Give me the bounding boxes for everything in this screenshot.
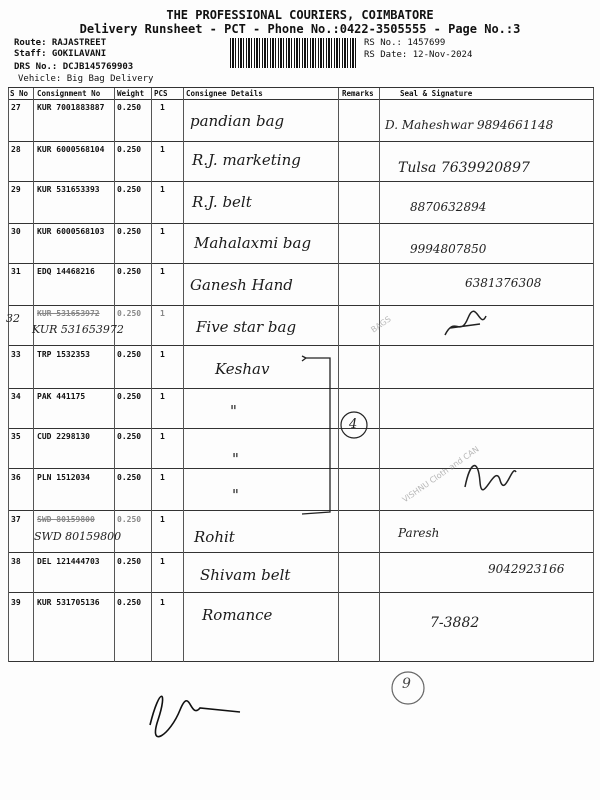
row-consignment: DEL 121444703 [37,557,100,566]
row-pcs: 1 [160,557,165,566]
row-seal: 6381376308 [465,276,542,290]
col-line [183,88,184,662]
row-pcs: 1 [160,103,165,112]
col-header-weight: Weight [117,89,145,98]
row-seal: Paresh [398,526,440,540]
row-pcs: 1 [160,598,165,607]
runsheet-title: Delivery Runsheet - PCT - Phone No.:0422-3505555 - Page No.:3 [79,22,521,36]
staff-label: Staff: GOKILAVANI [14,49,107,59]
row-weight: 0.250 [117,145,142,154]
row-weight: 0.250 [117,392,142,401]
row-pcs: 1 [160,145,165,154]
row-sno: 29 [11,185,21,194]
drs-label: DRS No.: DCJB145769903 [14,62,134,72]
row-pcs: 1 [160,350,165,359]
row-weight: 0.250 [117,598,142,607]
row-pcs: 1 [160,515,165,524]
row-weight: 0.250 [117,432,142,441]
row-consignment: EDQ 14468216 [37,267,95,276]
signature-row32 [440,310,490,340]
row-pcs: 1 [160,227,165,236]
row-consignee: Rohit [194,528,235,546]
row-consignment: KUR 6000568103 [37,227,105,236]
vehicle-label: Vehicle: Big Bag Delivery [18,74,154,84]
row-weight: 0.250 [117,515,142,524]
row-consignee: Keshav [215,360,270,378]
row-consignment: KUR 531653393 [37,185,100,194]
row-sno: 31 [11,267,21,276]
row-consignment: KUR 7001883887 [37,103,105,112]
page-circle-number: 9 [402,676,411,692]
col-header-sno: S No [10,89,29,98]
row-consignee: Shivam belt [200,566,291,584]
row-consignee: " [232,486,239,504]
row-seal: 8870632894 [410,200,487,214]
row-consignment-struck: KUR 531653972 [37,309,100,318]
row-rule [8,141,594,142]
route-label: Route: RAJASTREET [14,38,107,48]
row-seal: 7-3882 [430,615,480,631]
bracket-group-mark [300,352,380,517]
row-consignment: CUD 2298130 [37,432,90,441]
row-pcs: 1 [160,392,165,401]
row-sno-handwritten: 32 [6,312,20,325]
table-top-rule [8,87,594,88]
row-weight: 0.250 [117,557,142,566]
row-sno: 38 [11,557,21,566]
row-rule [8,592,594,593]
row-sno: 33 [11,350,21,359]
row-pcs: 1 [160,185,165,194]
row-sno: 34 [11,392,21,401]
col-header-seal: Seal & Signature [400,89,473,98]
row-consignee: pandian bag [190,112,285,130]
row-consignee: Mahalaxmi bag [194,234,312,252]
col-line [8,88,9,662]
row-seal: Tulsa 7639920897 [398,160,530,176]
row-consignment-struck: SWD 80159800 [37,515,95,524]
vishnu-stamp: VISHNU Cloth and CAN [400,444,481,505]
row-sno: 37 [11,515,21,524]
row-weight: 0.250 [117,185,142,194]
col-header-pcs: PCS [154,89,168,98]
row-consignee: " [230,402,237,420]
row-consignment: PAK 441175 [37,392,86,401]
row-weight: 0.250 [117,350,142,359]
col-line [593,88,594,662]
row-consignee: " [232,450,239,468]
row-rule [8,223,594,224]
row-seal: D. Maheshwar 9894661148 [385,118,554,132]
bags-stamp: BAGS [369,314,393,335]
row-seal: 9994807850 [410,242,487,256]
row-weight: 0.250 [117,227,142,236]
row-pcs: 1 [160,267,165,276]
col-line [151,88,152,662]
col-line [33,88,34,662]
row-weight: 0.250 [117,103,142,112]
row-consignment-handwritten: KUR 531653972 [32,323,124,336]
row-seal: 9042923166 [488,562,565,576]
row-consignee: Ganesh Hand [190,276,293,294]
row-weight: 0.250 [117,267,142,276]
row-consignment: KUR 531705136 [37,598,100,607]
row-consignment: PLN 1512034 [37,473,90,482]
row-rule [8,345,594,346]
row-consignee: R.J. marketing [192,151,301,169]
row-weight: 0.250 [117,473,142,482]
row-consignee: Romance [202,606,273,624]
barcode-image [230,38,358,68]
company-title: THE PROFESSIONAL COURIERS, COIMBATORE [166,8,434,22]
rs-date: RS Date: 12-Nov-2024 [364,50,473,60]
row-sno: 27 [11,103,21,112]
bracket-count: 4 [349,417,358,432]
row-consignment: KUR 6000568104 [37,145,105,154]
row-consignee: R.J. belt [192,193,252,211]
row-rule [8,181,594,182]
row-consignee: Five star bag [196,318,297,336]
row-weight: 0.250 [117,309,142,318]
row-sno: 35 [11,432,21,441]
row-rule [8,305,594,306]
row-pcs: 1 [160,309,165,318]
row-sno: 28 [11,145,21,154]
row-consignment-handwritten: SWD 80159800 [34,530,122,543]
col-header-consignee: Consignee Details [186,89,263,98]
row-rule [8,552,594,553]
row-sno: 39 [11,598,21,607]
header-bottom-rule [8,99,594,100]
row-pcs: 1 [160,473,165,482]
col-header-remarks: Remarks [342,89,374,98]
col-header-consignment: Consignment No [37,89,101,98]
col-line [114,88,115,662]
row-sno: 30 [11,227,21,236]
bottom-signature [130,680,250,740]
row-sno: 36 [11,473,21,482]
rs-number: RS No.: 1457699 [364,38,446,48]
row-pcs: 1 [160,432,165,441]
row-rule [8,263,594,264]
table-bottom-rule [8,661,594,662]
row-consignment: TRP 1532353 [37,350,90,359]
